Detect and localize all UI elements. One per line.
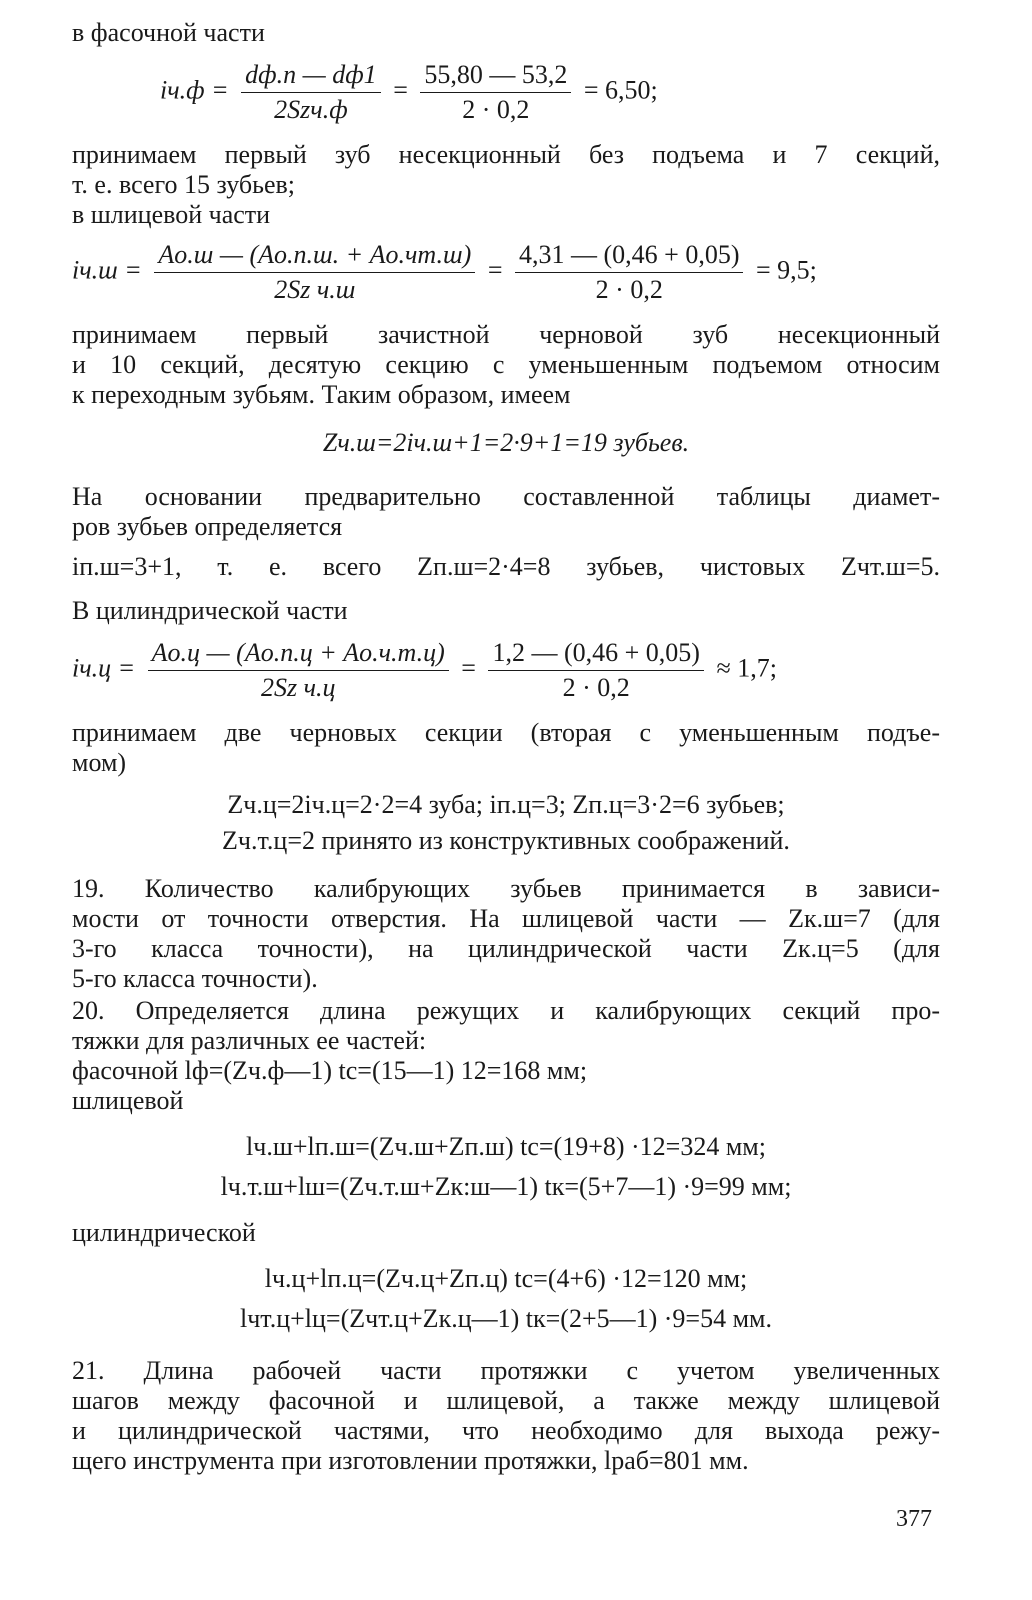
text-line: в шлицевой части <box>72 200 271 229</box>
paragraph-20-line: тяжки для различных ее частей: <box>72 1026 427 1055</box>
equals-sign: = <box>461 653 476 683</box>
paragraph-21-line: и цилиндрической частями, что необходимо для выхода режу- <box>72 1416 940 1445</box>
fraction <box>241 60 381 125</box>
text-line: к переходным зубьям. Таким образом, имеем <box>72 380 571 409</box>
text-line: ров зубьев определяется <box>72 512 343 541</box>
text-line: и 10 секций, десятую секцию с уменьшенным подъемом относим <box>72 350 940 379</box>
formula-i-ch-ts <box>72 638 940 703</box>
text-line: В цилиндрической части <box>72 596 348 625</box>
fraction-numerator: 1,2 — (0,46 + 0,05) <box>488 638 703 671</box>
paragraph-21-line: щего инструмента при изготовлении протяжки, lраб=801 мм. <box>72 1446 749 1475</box>
formula-i-ch-f <box>160 60 1028 125</box>
equals-sign: = <box>487 255 503 285</box>
fraction-numerator: Aо.ц — (Aо.п.ц + Aо.ч.т.ц) <box>148 638 449 671</box>
formula-z-ch-t-ts: Zч.т.ц=2 принято из конструктивных соображений. <box>222 826 790 855</box>
paragraph-21-line: 21. Длина рабочей части протяжки с учетом увеличенных <box>72 1356 940 1385</box>
formula-lhs: iч.ш = <box>72 255 142 285</box>
equals-sign: = <box>393 75 408 105</box>
formula-lhs: iч.ф = <box>160 75 229 105</box>
paragraph-19-line: 19. Количество калибрующих зубьев принимается в зависи- <box>72 874 940 903</box>
paragraph-20-line: шлицевой <box>72 1086 184 1115</box>
formula-i-ch-sh <box>72 240 940 305</box>
text-line: На основании предварительно составленной таблицы диамет- <box>72 482 940 511</box>
text-line: принимаем первый зачистной черновой зуб несекционный <box>72 320 940 349</box>
text-line: цилиндрической <box>72 1218 256 1247</box>
text-line: в фасочной части <box>72 18 265 47</box>
formula-l-cht-ts: lчт.ц+lц=(Zчт.ц+Zк.ц—1) tк=(2+5—1) ·9=54 мм. <box>240 1304 772 1333</box>
formula-result: = 9,5; <box>755 255 817 285</box>
paragraph-19-line: 3-го класса точности), на цилиндрической части Zк.ц=5 (для <box>72 934 940 963</box>
fraction-denominator: 2 · 0,2 <box>462 95 530 124</box>
formula-l-ch-ts: lч.ц+lп.ц=(Zч.ц+Zп.ц) tc=(4+6) ·12=120 мм; <box>264 1264 748 1293</box>
fraction <box>154 240 475 305</box>
paragraph-21-line: шагов между фасочной и шлицевой, а также между шлицевой <box>72 1386 940 1415</box>
paragraph-20-line: 20. Определяется длина режущих и калибрующих секций про- <box>72 996 940 1025</box>
fraction-numerator: dф.п — dф1 <box>241 60 381 93</box>
paragraph-19-line: мости от точности отверстия. На шлицевой части — Zк.ш=7 (для <box>72 904 940 933</box>
paragraph-20-line: фасочной lф=(Zч.ф—1) tc=(15—1) 12=168 мм; <box>72 1056 588 1085</box>
text-line: т. е. всего 15 зубьев; <box>72 170 295 199</box>
fraction-denominator: 2 · 0,2 <box>562 673 630 702</box>
fraction-numerator: Aо.ш — (Aо.п.ш. + Aо.чт.ш) <box>154 240 475 273</box>
formula-lhs: iч.ц = <box>72 653 136 683</box>
fraction-numerator: 55,80 — 53,2 <box>420 60 571 93</box>
fraction-denominator: 2Szч.ф <box>274 95 348 124</box>
formula-z-ch-sh: Zч.ш=2iч.ш+1=2·9+1=19 зубьев. <box>322 428 690 457</box>
text-line: принимаем первый зуб несекционный без подъема и 7 секций, <box>72 140 940 169</box>
fraction <box>515 240 743 305</box>
fraction <box>420 60 571 125</box>
fraction-denominator: 2Sz ч.ш <box>274 275 356 304</box>
fraction-denominator: 2 · 0,2 <box>595 275 663 304</box>
formula-i-p-sh: iп.ш=3+1, т. е. всего Zп.ш=2·4=8 зубьев, чистовых Zчт.ш=5. <box>72 552 940 581</box>
formula-result: ≈ 1,7; <box>716 653 777 683</box>
text-line: принимаем две черновых секции (вторая с уменьшенным подъе- <box>72 718 940 747</box>
formula-l-ch-t-sh: lч.т.ш+lш=(Zч.т.ш+Zк:ш—1) tк=(5+7—1) ·9=99 мм; <box>220 1172 792 1201</box>
formula-result: = 6,50; <box>583 75 658 105</box>
fraction <box>488 638 703 703</box>
formula-z-ch-ts: Zч.ц=2iч.ц=2·2=4 зуба; iп.ц=3; Zп.ц=3·2=6 зубьев; <box>227 790 785 819</box>
fraction <box>148 638 449 703</box>
formula-l-ch-sh: lч.ш+lп.ш=(Zч.ш+Zп.ш) tc=(19+8) ·12=324 мм; <box>246 1132 766 1161</box>
paragraph-19-line: 5-го класса точности). <box>72 964 318 993</box>
fraction-denominator: 2Sz ч.ц <box>260 673 336 702</box>
text-line: мом) <box>72 748 127 777</box>
fraction-numerator: 4,31 — (0,46 + 0,05) <box>515 240 743 273</box>
page-number: 377 <box>896 1506 932 1532</box>
